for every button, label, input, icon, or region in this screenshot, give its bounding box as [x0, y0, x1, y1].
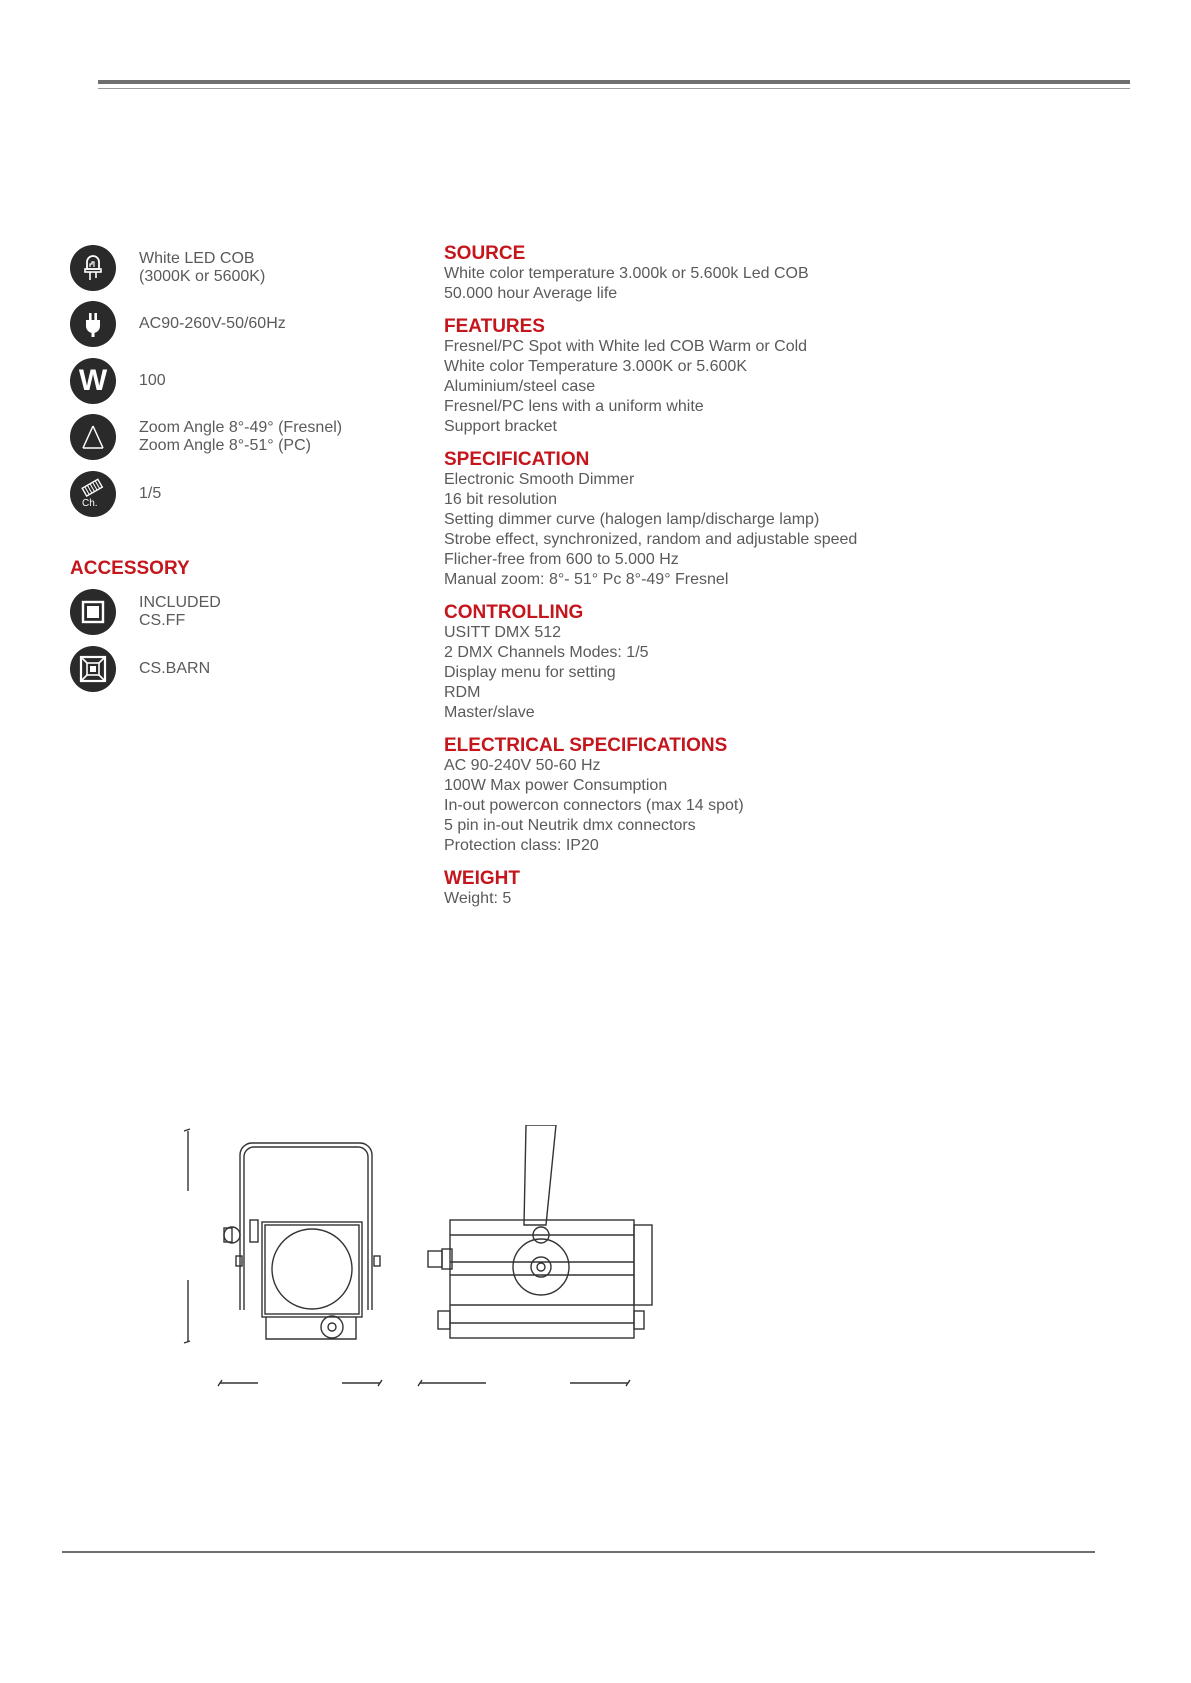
accessory-item-ff	[70, 589, 221, 635]
frost-filter-icon	[70, 589, 116, 635]
section-specification	[444, 449, 964, 590]
fixture-technical-drawing	[180, 1125, 660, 1395]
plug-icon	[70, 301, 116, 347]
section-title: CONTROLLING	[444, 602, 584, 623]
section-line: Flicher-free from 600 to 5.000 Hz	[444, 551, 679, 568]
section-line: Electronic Smooth Dimmer	[444, 471, 635, 488]
section-title: FEATURES	[444, 316, 545, 337]
section-line: White color temperature 3.000k or 5.600k Led COB	[444, 265, 809, 282]
section-line: Support bracket	[444, 418, 557, 435]
section-line: Weight: 5	[444, 890, 512, 907]
source-line-1: White LED COB	[139, 250, 255, 267]
section-line: Display menu for setting	[444, 664, 616, 681]
spec-row-watt	[70, 358, 166, 404]
spec-row-source	[70, 245, 265, 291]
zoom-angle-icon	[70, 414, 116, 460]
accessory-item-barn	[70, 646, 210, 692]
dmx-channel-icon	[70, 471, 116, 517]
header-rule-thin	[98, 88, 1130, 89]
section-weight	[444, 868, 964, 909]
section-line: In-out powercon connectors (max 14 spot)	[444, 797, 744, 814]
accessory-heading: ACCESSORY	[70, 558, 190, 579]
section-title: SOURCE	[444, 243, 526, 264]
section-line: Setting dimmer curve (halogen lamp/discharge lamp)	[444, 511, 820, 528]
header-rule	[98, 80, 1130, 84]
section-line: White color Temperature 3.000K or 5.600K	[444, 358, 747, 375]
channels-value: 1/5	[139, 485, 162, 502]
section-line: Protection class: IP20	[444, 837, 599, 854]
spec-row-channels	[70, 471, 161, 517]
section-line: Master/slave	[444, 704, 535, 721]
section-line: 2 DMX Channels Modes: 1/5	[444, 644, 649, 661]
section-title: SPECIFICATION	[444, 449, 590, 470]
accessory-ff-line-1: INCLUDED	[139, 594, 221, 611]
watt-glyph: W	[78, 364, 108, 397]
section-source	[444, 243, 964, 304]
zoom-line-1: Zoom Angle 8°-49° (Fresnel)	[139, 419, 343, 436]
section-line: 16 bit resolution	[444, 491, 557, 508]
zoom-line-2: Zoom Angle 8°-51° (PC)	[139, 437, 311, 454]
section-line: Strobe effect, synchronized, random and adjustable speed	[444, 531, 858, 548]
section-line: Aluminium/steel case	[444, 378, 596, 395]
section-line: USITT DMX 512	[444, 624, 562, 641]
section-line: 50.000 hour Average life	[444, 285, 618, 302]
section-features	[444, 316, 964, 437]
section-line: AC 90-240V 50-60 Hz	[444, 757, 601, 774]
led-bulb-icon	[70, 245, 116, 291]
section-line: Manual zoom: 8°- 51° Pc 8°-49° Fresnel	[444, 571, 729, 588]
section-controlling	[444, 602, 964, 723]
spec-row-zoom	[70, 414, 342, 460]
section-line: 5 pin in-out Neutrik dmx connectors	[444, 817, 696, 834]
watt-icon	[70, 358, 116, 404]
power-value: AC90-260V-50/60Hz	[139, 315, 286, 332]
section-line: RDM	[444, 684, 481, 701]
section-line: 100W Max power Consumption	[444, 777, 668, 794]
accessory-barn-line-1: CS.BARN	[139, 660, 211, 677]
footer-rule	[62, 1551, 1095, 1553]
watt-value: 100	[139, 372, 166, 389]
section-line: Fresnel/PC Spot with White led COB Warm or Cold	[444, 338, 808, 355]
channel-glyph: Ch.	[82, 498, 98, 509]
barn-door-icon	[70, 646, 116, 692]
section-title: ELECTRICAL SPECIFICATIONS	[444, 735, 728, 756]
section-title: WEIGHT	[444, 868, 520, 889]
source-line-2: (3000K or 5600K)	[139, 268, 266, 285]
section-electrical	[444, 735, 964, 856]
accessory-ff-line-2: CS.FF	[139, 612, 186, 629]
specification-column	[444, 243, 964, 921]
section-line: Fresnel/PC lens with a uniform white	[444, 398, 704, 415]
spec-row-power	[70, 301, 286, 347]
